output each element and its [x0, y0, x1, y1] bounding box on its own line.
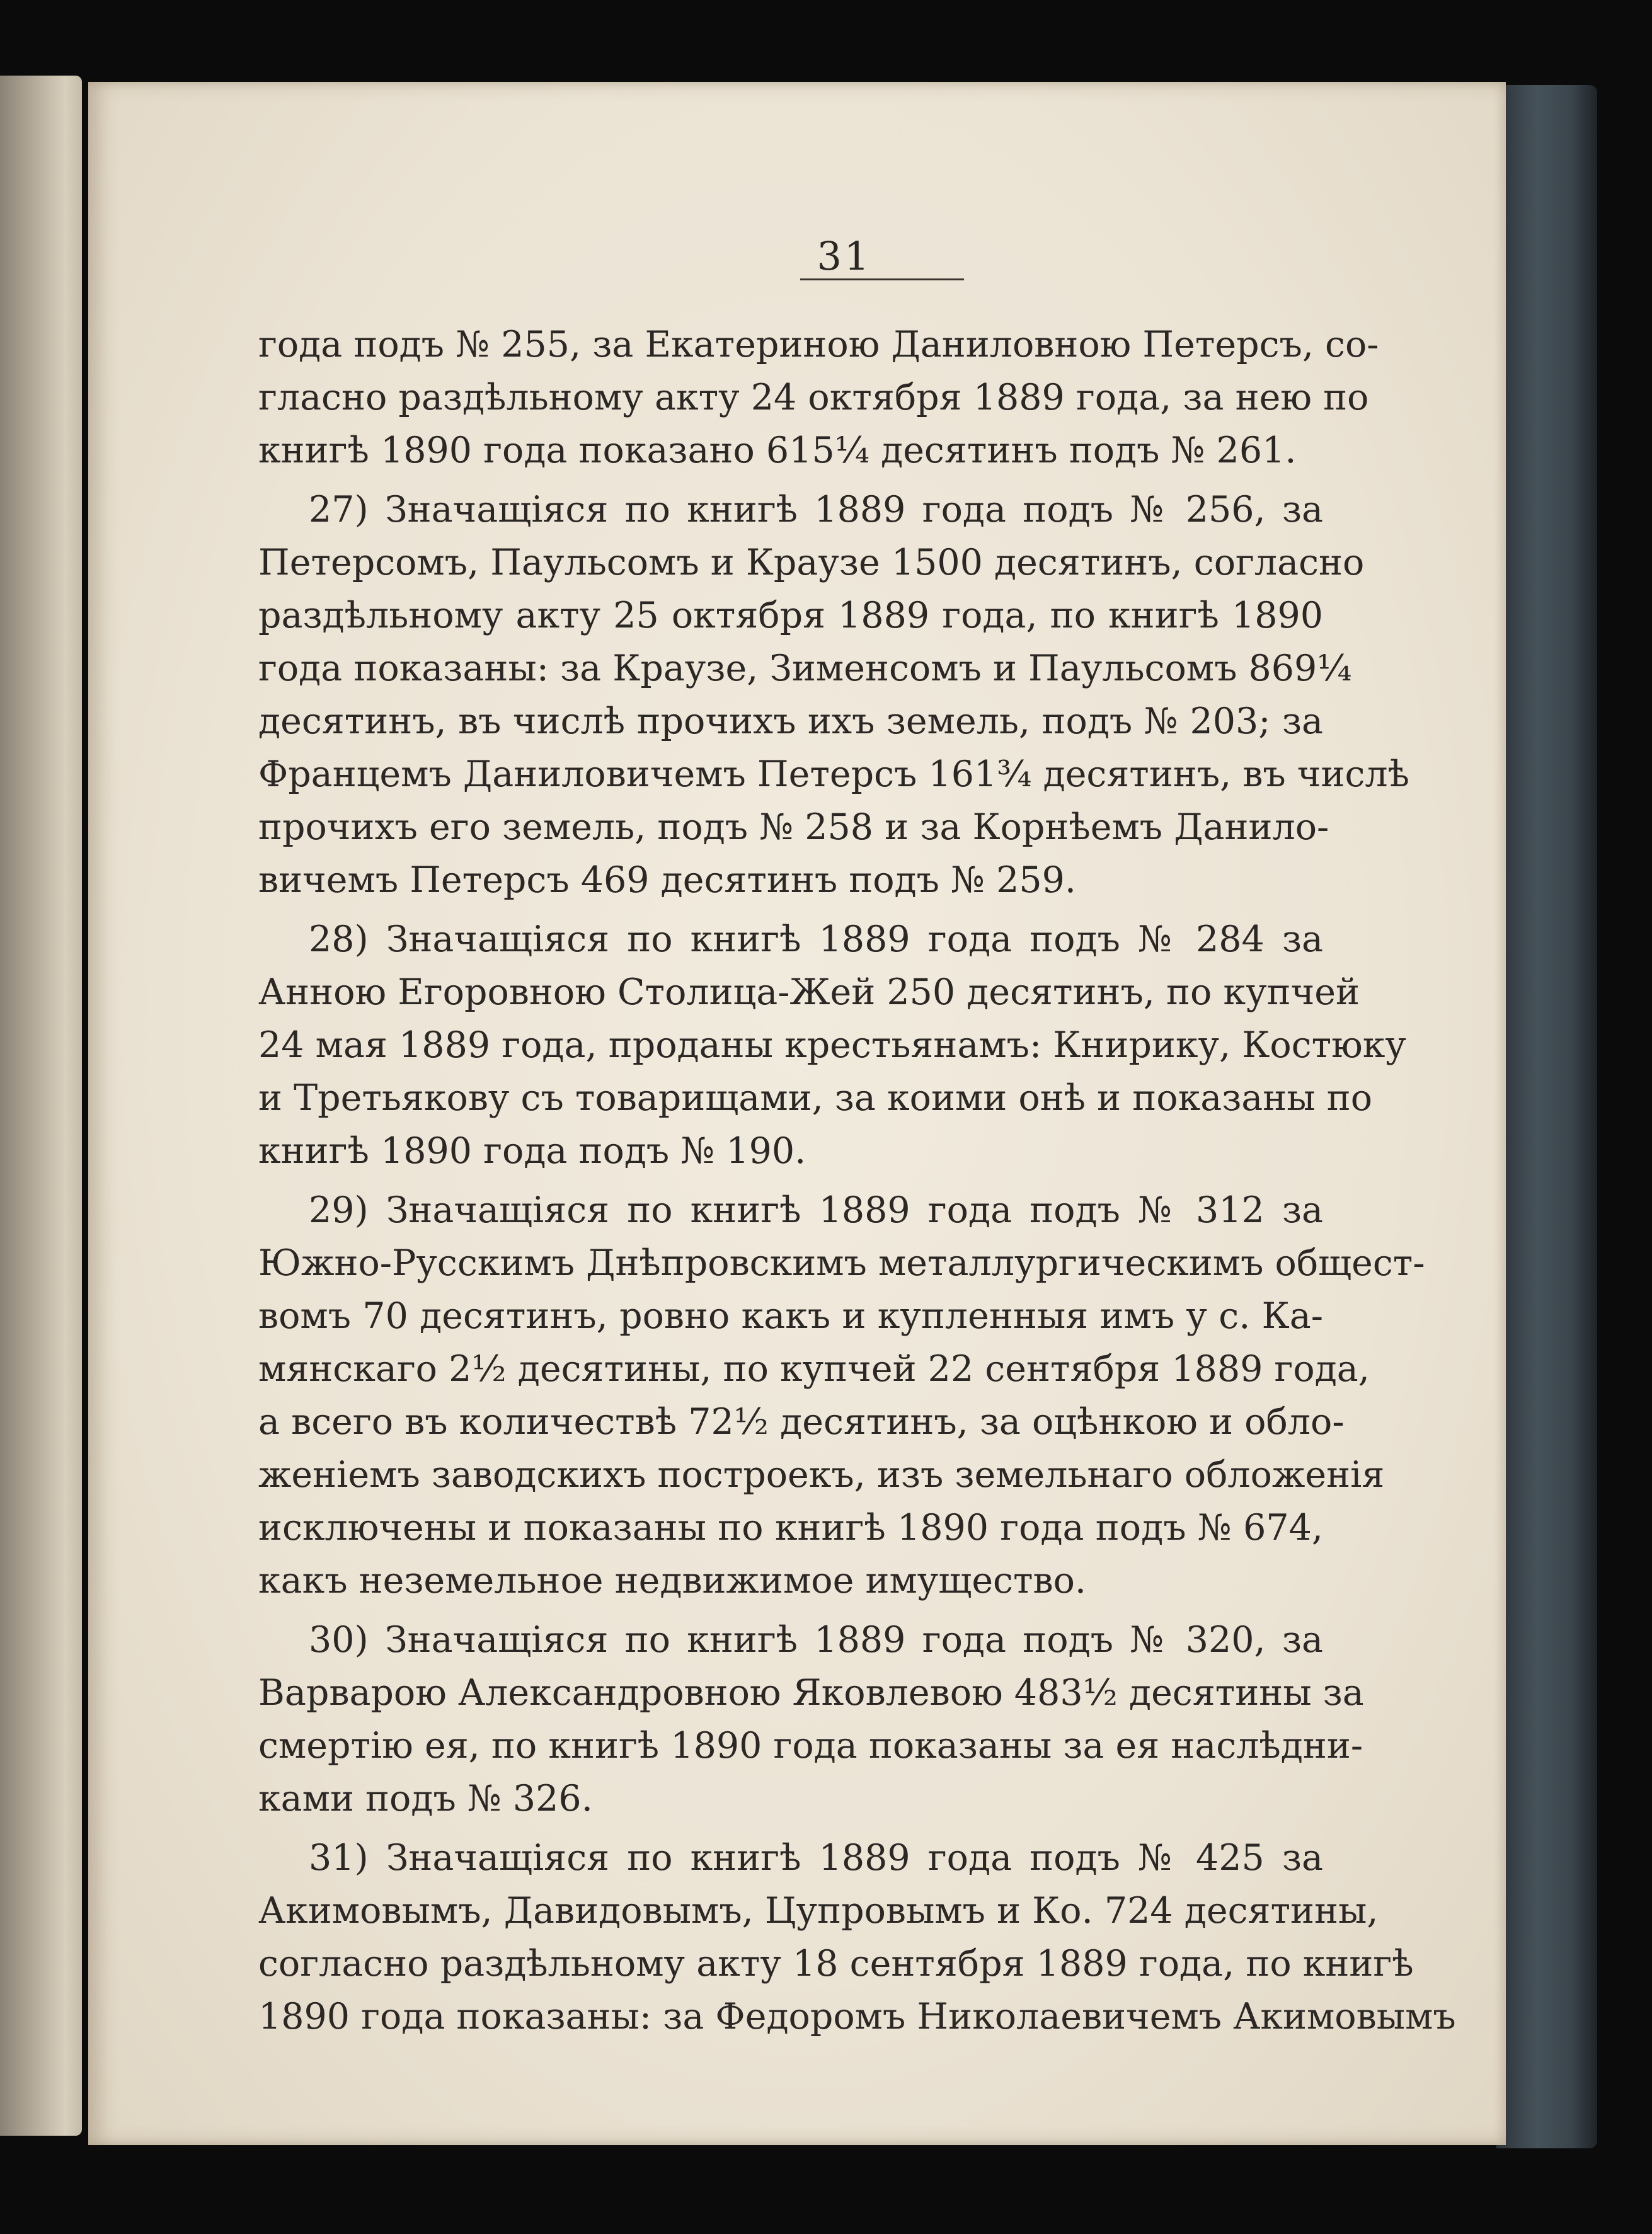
left-page-edge [0, 76, 82, 2136]
text-line: раздѣльному акту 25 октября 1889 года, по книгѣ 1890 [258, 595, 1323, 636]
text-line: года подъ № 255, за Екатериною Даниловною Петерсъ, со- [258, 324, 1379, 365]
page-body [258, 318, 1456, 2043]
paragraph [258, 318, 1379, 477]
text-line: 29) Значащіяся по книгѣ 1889 года подъ № 312 за [309, 1189, 1323, 1231]
text-line: Акимовымъ, Давидовымъ, Цупровымъ и Ко. 724 десятины, [258, 1890, 1379, 1932]
text-line: исключены и показаны по книгѣ 1890 года подъ № 674, [258, 1507, 1323, 1549]
text-line: смертію ея, по книгѣ 1890 года показаны за ея наслѣдни- [258, 1725, 1363, 1767]
text-line: 30) Значащіяся по книгѣ 1889 года подъ № 320, за [309, 1619, 1323, 1661]
text-line: женіемъ заводскихъ построекъ, изъ земельнаго обложенія [258, 1454, 1385, 1496]
text-line: 31) Значащіяся по книгѣ 1889 года подъ № 425 за [309, 1837, 1323, 1879]
text-line: вичемъ Петерсъ 469 десятинъ подъ № 259. [258, 859, 1077, 901]
text-line: 1890 года показаны: за Федоромъ Николаевичемъ Акимовымъ [258, 1996, 1456, 2037]
text-line: ками подъ № 326. [258, 1778, 593, 1819]
text-line: книгѣ 1890 года показано 615¼ десятинъ подъ № 261. [258, 430, 1297, 471]
paragraph [258, 1613, 1364, 1825]
text-line: Южно-Русскимъ Днѣпровскимъ металлургическимъ общест- [258, 1242, 1425, 1284]
text-line: мянскаго 2½ десятины, по купчей 22 сентября 1889 года, [258, 1348, 1370, 1390]
page-number: 31 [817, 233, 872, 279]
paragraph [258, 1831, 1456, 2043]
paragraph [258, 913, 1406, 1177]
text-line: и Третьякову съ товарищами, за коими онѣ и показаны по [258, 1077, 1373, 1119]
text-line: Петерсомъ, Паульсомъ и Краузе 1500 десятинъ, согласно [258, 542, 1365, 583]
paragraph [258, 483, 1409, 907]
text-line: книгѣ 1890 года подъ № 190. [258, 1130, 806, 1172]
text-line: согласно раздѣльному акту 18 сентября 1889 года, по книгѣ [258, 1943, 1414, 1985]
paragraph [258, 1184, 1425, 1607]
text-line: Францемъ Даниловичемъ Петерсъ 161¾ десятинъ, въ числѣ [258, 753, 1409, 795]
text-line: а всего въ количествѣ 72½ десятинъ, за оцѣнкою и обло- [258, 1401, 1345, 1443]
text-line: 27) Значащіяся по книгѣ 1889 года подъ № 256, за [309, 489, 1323, 530]
text-line: гласно раздѣльному акту 24 октября 1889 года, за нею по [258, 377, 1369, 418]
text-line: Анною Егоровною Столица-Жей 250 десятинъ, по купчей [258, 971, 1360, 1013]
text-line: десятинъ, въ числѣ прочихъ ихъ земель, подъ № 203; за [258, 701, 1323, 742]
text-line: какъ неземельное недвижимое имущество. [258, 1560, 1087, 1601]
text-line: года показаны: за Краузе, Зименсомъ и Паульсомъ 869¼ [258, 648, 1352, 689]
text-line: 28) Значащіяся по книгѣ 1889 года подъ № 284 за [309, 919, 1323, 960]
book-cover-edge [1496, 85, 1597, 2148]
text-line: 24 мая 1889 года, проданы крестьянамъ: Книрику, Костюку [258, 1024, 1406, 1066]
text-line: прочихъ его земель, подъ № 258 и за Корнѣемъ Данило- [258, 806, 1329, 848]
text-line: вомъ 70 десятинъ, ровно какъ и купленныя имъ у с. Ка- [258, 1295, 1323, 1337]
text-line: Варварою Александровною Яковлевою 483½ десятины за [258, 1672, 1364, 1714]
header-rule [800, 278, 964, 280]
